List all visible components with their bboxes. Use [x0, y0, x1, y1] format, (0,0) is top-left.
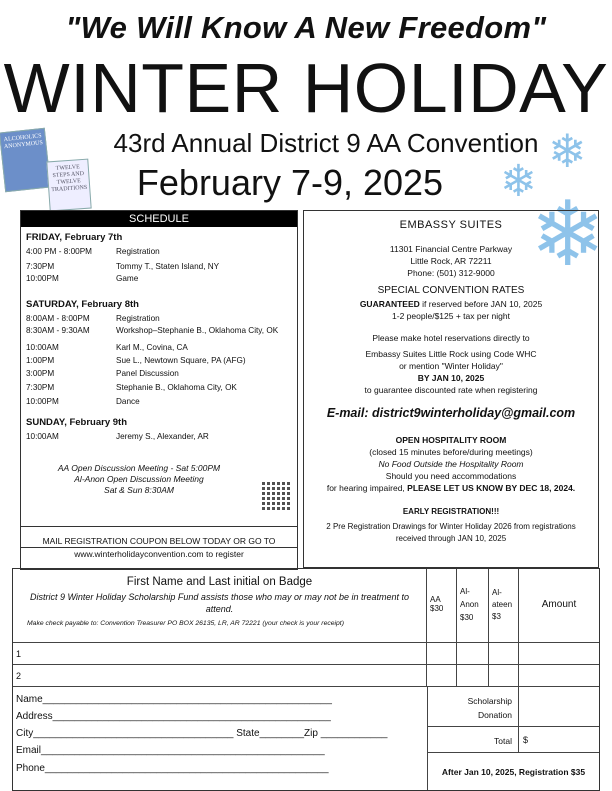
schedule-row: 7:30PM Stephanie B., Oklahoma City, OK: [26, 383, 237, 392]
snowflake-icon: ❄: [530, 185, 606, 285]
hotel-phone: Phone: (501) 312-9000: [407, 268, 495, 278]
day-heading: SUNDAY, February 9th: [26, 417, 128, 428]
alateen-checkbox-1[interactable]: [489, 643, 519, 665]
amount-field-2[interactable]: [519, 665, 599, 687]
schedule-box: [20, 210, 298, 548]
badge-name-row-2[interactable]: 2: [13, 665, 427, 687]
schedule-row: 3:00PM Panel Discussion: [26, 369, 179, 378]
day-heading: FRIDAY, February 7th: [26, 232, 123, 243]
tagline: "We Will Know A New Freedom": [65, 10, 547, 45]
hotel-info-box: EMBASSY SUITES 11301 Financial Centre Parkway Little Rock, AR 72211 Phone: (501) 312-9000 SPECIAL CONVENTION RATES GUARANTEED if reserved before JAN 10, 2025 1-2 people/$125 + tax per night Please make hotel reservations directly to Embassy Suites Little Rock using Code WHC or mention "Winter Holiday" BY JAN 10, 2025 to guarantee discounted rate when registering E-mail: district9winterholiday@gmail.com OPEN HOSPITALITY ROOM (closed 15 minutes before/during meetings) No Food Outside the Hospitality Room Should you need accommodations for hearing impaired, PLEASE LET US KNOW BY DEC 18, 2024. EARLY REGISTRATION!!! 2 Pre Registration Drawings for Winter Holiday 2026 from registrations received through JAN 10, 2025: [303, 210, 599, 568]
schedule-row: 10:00PM Game: [26, 274, 139, 283]
hotel-name: EMBASSY SUITES: [399, 219, 503, 231]
day-heading: SATURDAY, February 8th: [26, 299, 139, 310]
alanon-checkbox-1[interactable]: [457, 643, 489, 665]
schedule-row: 4:00 PM - 8:00PM Registration: [26, 247, 160, 256]
open-meetings: AA Open Discussion Meeting - Sat 5:00PM Al-Anon Open Discussion Meeting Sat & Sun 8:30AM: [57, 463, 221, 495]
big-book-image: ALCOHOLICS ANONYMOUS: [0, 128, 51, 192]
snowflake-icon: ❄: [500, 157, 537, 206]
alanon-column-header: Al- Anon $30: [457, 569, 489, 643]
badge-name-row-1[interactable]: 1: [13, 643, 427, 665]
alateen-column-header: Al- ateen $3: [489, 569, 519, 643]
schedule-row: 7:30PM Tommy T., Staten Island, NY: [26, 262, 220, 271]
city-state-zip-field[interactable]: City____________________________________ State________Zip ____________: [16, 728, 388, 739]
total-label: Total: [427, 727, 519, 753]
scholarship-amount-field[interactable]: [519, 687, 599, 727]
aa-checkbox-2[interactable]: [427, 665, 457, 687]
address-field[interactable]: Address__________________________________________________: [16, 711, 331, 722]
amount-column-header: Amount: [519, 569, 599, 643]
contact-email[interactable]: E-mail: district9winterholiday@gmail.com: [326, 406, 576, 420]
subtitle: 43rd Annual District 9 AA Convention: [113, 128, 539, 158]
mail-registration-box: MAIL REGISTRATION COUPON BELOW TODAY OR GO TO www.winterholidayconvention.com to register: [20, 526, 298, 570]
schedule-row: 10:00AM Jeremy S., Alexander, AR: [26, 432, 209, 441]
schedule-row: 8:30AM - 9:30AM Workshop–Stephanie B., Oklahoma City, OK: [26, 326, 279, 335]
aa-column-header: AA $30: [427, 569, 457, 643]
page-title: WINTER HOLIDAY: [3, 49, 609, 127]
badge-header-cell: First Name and Last initial on Badge District 9 Winter Holiday Scholarship Fund assists those who may or may not be in treatment to attend. Make check payable to: Convention Treasurer PO BOX 26135, LR, AR 72221 (your check is your receipt): [13, 569, 427, 643]
phone-field[interactable]: Phone___________________________________________________: [16, 763, 329, 774]
name-field[interactable]: Name____________________________________________________: [16, 694, 332, 705]
late-registration-note: After Jan 10, 2025, Registration $35: [427, 753, 599, 790]
alanon-checkbox-2[interactable]: [457, 665, 489, 687]
schedule-row: 10:00AM Karl M., Covina, CA: [26, 343, 188, 352]
event-dates: February 7-9, 2025: [136, 162, 444, 203]
alateen-checkbox-2[interactable]: [489, 665, 519, 687]
total-amount-field[interactable]: $: [519, 727, 599, 753]
scholarship-label: Scholarship Donation: [427, 687, 519, 727]
twelve-steps-book-image: TWELVE STEPS AND TWELVE TRADITIONS: [46, 159, 91, 212]
rates-heading: SPECIAL CONVENTION RATES: [377, 285, 525, 296]
schedule-row: 1:00PM Sue L., Newtown Square, PA (AFG): [26, 356, 246, 365]
schedule-row: 10:00PM Dance: [26, 397, 140, 406]
aa-checkbox-1[interactable]: [427, 643, 457, 665]
snowflake-icon: ❄: [548, 125, 587, 177]
registration-form: [12, 568, 600, 791]
hospitality-heading: OPEN HOSPITALITY ROOM: [395, 435, 507, 445]
schedule-row: 8:00AM - 8:00PM Registration: [26, 314, 160, 323]
email-field[interactable]: Email___________________________________________________: [16, 745, 325, 756]
schedule-heading: SCHEDULE: [21, 211, 297, 227]
early-registration-heading: EARLY REGISTRATION!!!: [402, 507, 500, 516]
hotel-address: 11301 Financial Centre Parkway: [389, 244, 513, 254]
amount-field-1[interactable]: [519, 643, 599, 665]
website-link[interactable]: www.winterholidayconvention.com to register: [74, 549, 244, 559]
